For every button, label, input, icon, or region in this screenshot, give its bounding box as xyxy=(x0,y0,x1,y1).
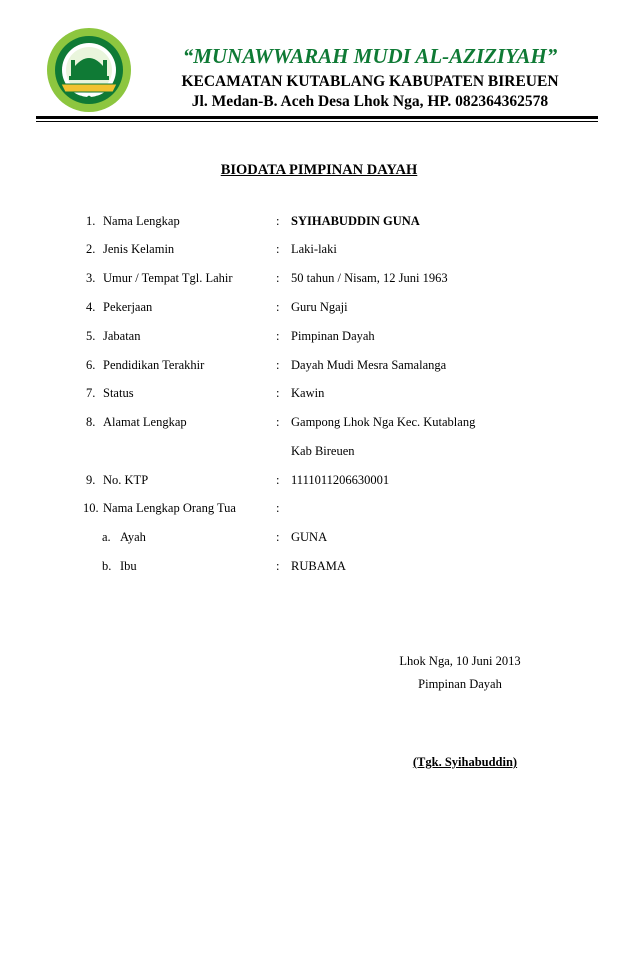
parent-value: GUNA xyxy=(291,530,328,544)
parent-letter: b. xyxy=(102,559,112,573)
row-value: Guru Ngaji xyxy=(291,300,348,314)
row-label: No. KTP xyxy=(103,473,149,487)
row-label: Jabatan xyxy=(103,329,141,343)
biodata-row-continuation xyxy=(0,441,638,461)
row-number: 1. xyxy=(86,214,96,228)
parent-label: Ayah xyxy=(120,530,146,544)
biodata-row xyxy=(0,412,638,432)
parent-letter: a. xyxy=(102,530,111,544)
row-value: Laki-laki xyxy=(291,242,337,256)
row-colon: : xyxy=(276,473,280,487)
row-number: 9. xyxy=(86,473,96,487)
row-label: Pendidikan Terakhir xyxy=(103,358,205,372)
row-value: 50 tahun / Nisam, 12 Juni 1963 xyxy=(291,271,448,285)
row-number: 2. xyxy=(86,242,96,256)
biodata-row xyxy=(0,268,638,288)
row-label: Jenis Kelamin xyxy=(103,242,175,256)
institution-district: KECAMATAN KUTABLANG KABUPATEN BIREUEN xyxy=(181,73,559,90)
row-colon: : xyxy=(276,271,280,285)
header-divider-thin xyxy=(36,121,598,122)
row-colon: : xyxy=(276,300,280,314)
row-label: Alamat Lengkap xyxy=(103,415,187,429)
row-colon: : xyxy=(276,214,280,228)
row-number: 4. xyxy=(86,300,96,314)
row-value: Pimpinan Dayah xyxy=(291,329,375,343)
header-divider-thick xyxy=(36,116,598,119)
biodata-row xyxy=(0,383,638,403)
biodata-row xyxy=(0,470,638,490)
row-colon: : xyxy=(276,386,280,400)
institution-seal-icon xyxy=(45,26,133,114)
institution-address: Jl. Medan-B. Aceh Desa Lhok Nga, HP. 082364362578 xyxy=(191,93,549,110)
row-number: 10. xyxy=(83,501,99,515)
document-title: BIODATA PIMPINAN DAYAH xyxy=(220,162,418,178)
biodata-row xyxy=(0,239,638,259)
row-number: 3. xyxy=(86,271,96,285)
parent-row xyxy=(0,556,638,576)
row-colon: : xyxy=(276,242,280,256)
row-value: Dayah Mudi Mesra Samalanga xyxy=(291,358,447,372)
row-colon: : xyxy=(276,530,280,544)
row-number: 8. xyxy=(86,415,96,429)
row-colon: : xyxy=(276,329,280,343)
row-value-line2: Kab Bireuen xyxy=(291,444,355,458)
signature-position: Pimpinan Dayah xyxy=(418,677,502,691)
biodata-row xyxy=(0,355,638,375)
biodata-row xyxy=(0,297,638,317)
row-value: Kawin xyxy=(291,386,325,400)
row-label: Nama Lengkap Orang Tua xyxy=(103,501,236,515)
parent-row xyxy=(0,527,638,547)
parent-label: Ibu xyxy=(120,559,137,573)
biodata-row xyxy=(0,211,638,231)
row-colon: : xyxy=(276,559,280,573)
row-label: Pekerjaan xyxy=(103,300,153,314)
row-colon: : xyxy=(276,501,280,515)
row-number: 7. xyxy=(86,386,96,400)
biodata-row xyxy=(0,326,638,346)
parent-value: RUBAMA xyxy=(291,559,346,573)
row-colon: : xyxy=(276,415,280,429)
row-label: Umur / Tempat Tgl. Lahir xyxy=(103,271,233,285)
signature-place-date: Lhok Nga, 10 Juni 2013 xyxy=(399,654,521,668)
row-number: 5. xyxy=(86,329,96,343)
row-value: Gampong Lhok Nga Kec. Kutablang xyxy=(291,415,476,429)
signature-name: (Tgk. Syihabuddin) xyxy=(412,755,518,769)
row-value: 1111011206630001 xyxy=(291,473,390,487)
row-colon: : xyxy=(276,358,280,372)
institution-name: “MUNAWWARAH MUDI AL-AZIZIYAH” xyxy=(182,44,558,68)
row-label: Status xyxy=(103,386,134,400)
biodata-row xyxy=(0,498,638,518)
row-number: 6. xyxy=(86,358,96,372)
row-value: SYIHABUDDIN GUNA xyxy=(291,214,420,228)
row-label: Nama Lengkap xyxy=(103,214,180,228)
